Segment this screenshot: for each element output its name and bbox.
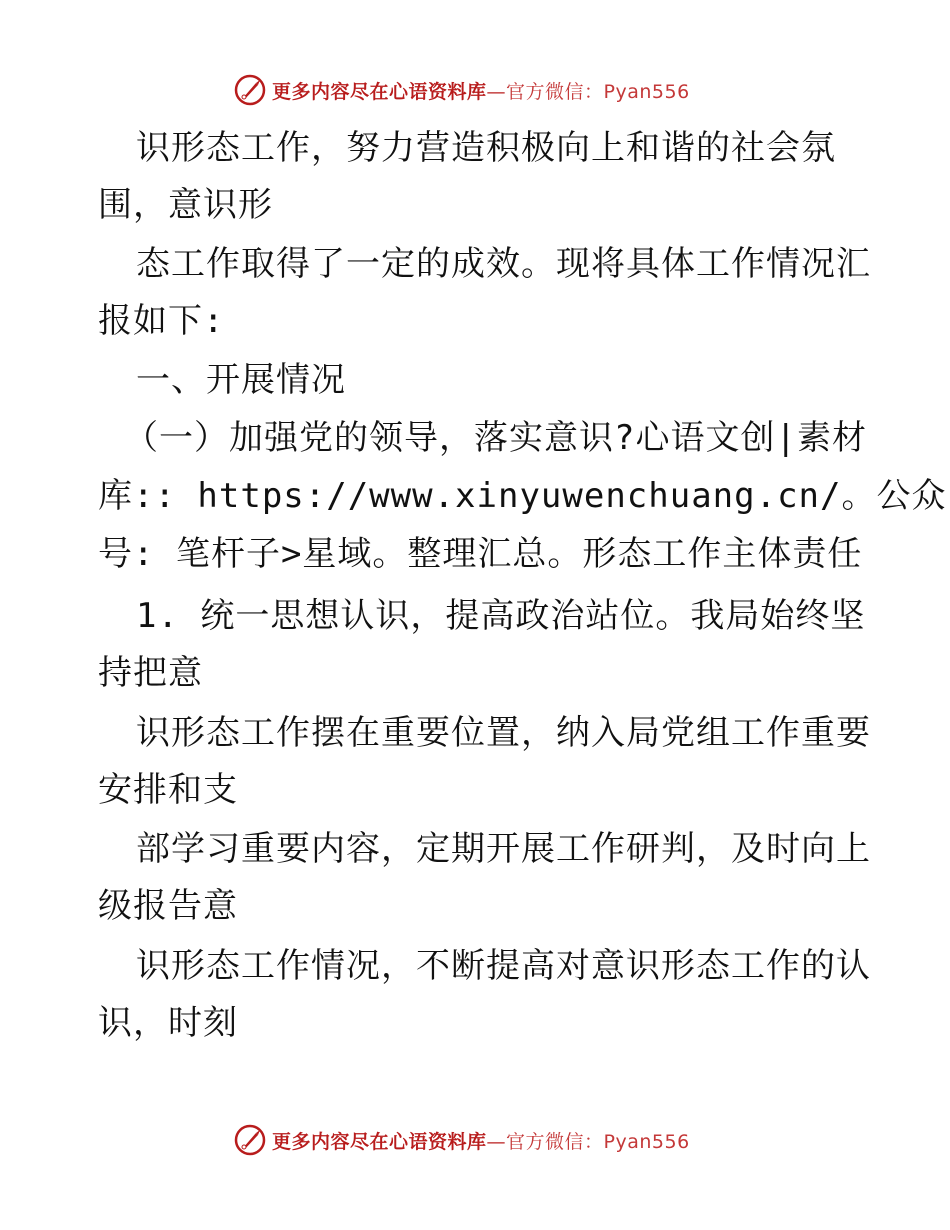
body-line: 安排和支 bbox=[98, 770, 238, 810]
section-heading: 一、开展情况 bbox=[136, 360, 346, 400]
body-line: 1. 统一思想认识，提高政治站位。我局始终坚 bbox=[136, 596, 866, 636]
body-line: 识形态工作，努力营造积极向上和谐的社会氛 bbox=[136, 128, 836, 168]
body-line: 围，意识形 bbox=[98, 185, 273, 225]
subsection-heading: （一）加强党的领导，落实意识?心语文创|素材 bbox=[124, 418, 867, 458]
body-line: 报如下: bbox=[98, 301, 225, 341]
footer-banner-title: 更多内容尽在心语资料库 bbox=[272, 1130, 487, 1153]
body-line: 部学习重要内容，定期开展工作研判，及时向上 bbox=[136, 829, 871, 869]
body-line: 持把意 bbox=[98, 653, 203, 693]
body-line: 态工作取得了一定的成效。现将具体工作情况汇 bbox=[136, 244, 871, 284]
quill-logo-icon bbox=[234, 1124, 266, 1156]
footer-wechat-id: Pyan556 bbox=[603, 1130, 690, 1153]
body-line: 号: 笔杆子>星域。整理汇总。形态工作主体责任 bbox=[98, 534, 863, 574]
body-line: 识形态工作情况，不断提高对意识形态工作的认 bbox=[136, 946, 871, 986]
footer-banner-separator: — bbox=[486, 1130, 507, 1153]
body-line: 级报告意 bbox=[98, 886, 238, 926]
header-banner-title: 更多内容尽在心语资料库 bbox=[272, 80, 487, 103]
header-banner-separator: — bbox=[486, 80, 507, 103]
footer-banner-text bbox=[272, 1127, 690, 1154]
body-line: 库:: https://www.xinyuwenchuang.cn/。公众 bbox=[98, 476, 947, 516]
header-banner-text bbox=[272, 77, 690, 104]
footer-wechat-label: 官方微信： bbox=[506, 1130, 604, 1153]
header-banner bbox=[234, 72, 690, 108]
header-wechat-id: Pyan556 bbox=[603, 80, 690, 103]
body-line: 识形态工作摆在重要位置，纳入局党组工作重要 bbox=[136, 713, 871, 753]
footer-banner bbox=[234, 1122, 690, 1158]
body-line: 识，时刻 bbox=[98, 1003, 238, 1043]
header-wechat-label: 官方微信： bbox=[506, 80, 604, 103]
quill-logo-icon bbox=[234, 74, 266, 106]
